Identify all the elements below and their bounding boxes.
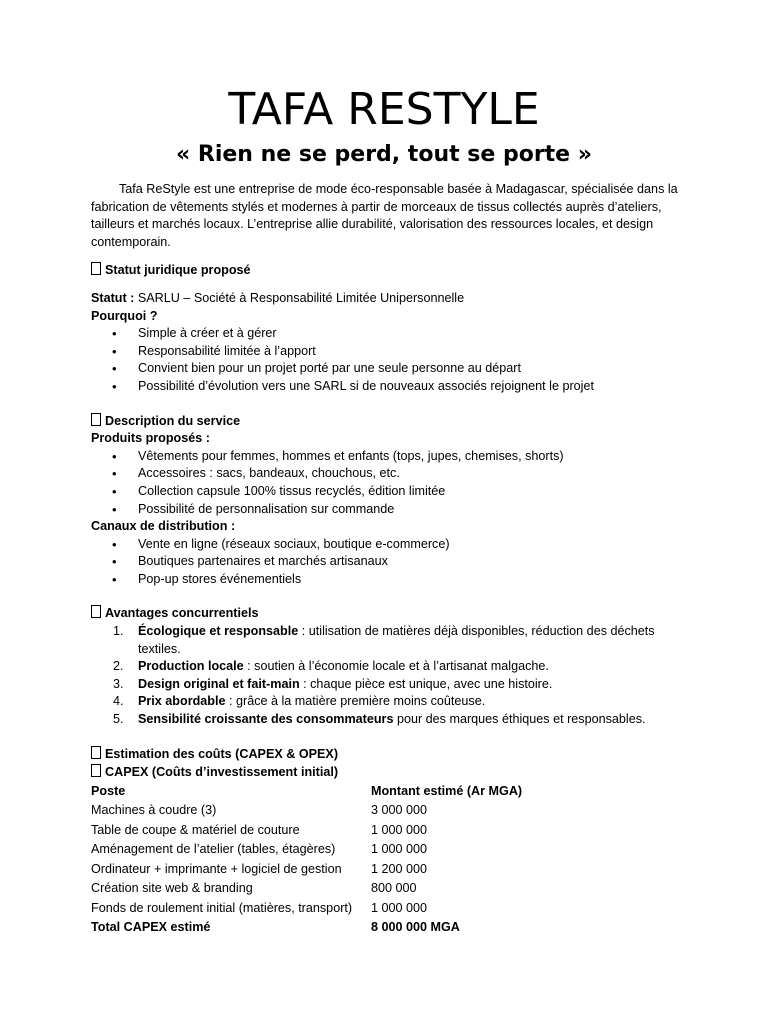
table-row bbox=[91, 879, 522, 899]
table-cell: Aménagement de l’atelier (tables, étagères) bbox=[91, 842, 336, 857]
table-cell: 1 000 000 bbox=[371, 822, 428, 837]
section-heading-costs: Estimation des coûts (CAPEX & OPEX) bbox=[91, 746, 681, 764]
table-row bbox=[91, 860, 522, 880]
list-item: 1. Écologique et responsable : utilisation de matières déjà disponibles, réduction des déchets textiles. bbox=[113, 624, 655, 656]
table-header-cell: Poste bbox=[91, 783, 126, 798]
list-item: • Responsabilité limitée à l’apport bbox=[91, 343, 681, 361]
missing-glyph-icon bbox=[91, 764, 101, 777]
statut-label: Statut : bbox=[91, 290, 135, 305]
list-item: 3. Design original et fait-main : chaque pièce est unique, avec une histoire. bbox=[113, 676, 553, 691]
section-heading-service: Description du service bbox=[91, 413, 681, 431]
list-item: • Possibilité de personnalisation sur commande bbox=[91, 501, 681, 519]
statut-line bbox=[91, 290, 681, 308]
missing-glyph-icon bbox=[91, 262, 101, 275]
list-item: • Boutiques partenaires et marchés artisanaux bbox=[91, 553, 681, 571]
list-item: • Vêtements pour femmes, hommes et enfants (tops, jupes, chemises, shorts) bbox=[91, 448, 681, 466]
capex-heading: CAPEX (Coûts d’investissement initial) bbox=[91, 764, 681, 782]
list-item: • Accessoires : sacs, bandeaux, chouchous, etc. bbox=[91, 465, 681, 483]
list-item: • Possibilité d’évolution vers une SARL si de nouveaux associés rejoignent le projet bbox=[91, 378, 681, 396]
list-item: • Simple à créer et à gérer bbox=[91, 325, 681, 343]
intro-paragraph: Tafa ReStyle est une entreprise de mode éco-responsable basée à Madagascar, spécialisée dans la fabrication de vêtements stylés et modernes à partir de morceaux de tissus collectés auprès d’ateliers, tailleurs et marchés locaux. L’entreprise allie durabilité, valorisation des ressources locales, et design contemporain. bbox=[91, 182, 678, 249]
table-total-cell: 8 000 000 MGA bbox=[371, 920, 460, 935]
section-heading-advantages: Avantages concurrentiels bbox=[91, 605, 681, 623]
table-total-cell: Total CAPEX estimé bbox=[91, 920, 211, 935]
table-cell: 3 000 000 bbox=[371, 803, 428, 818]
table-cell: 800 000 bbox=[371, 881, 417, 896]
products-list bbox=[91, 448, 681, 518]
list-item: • Pop-up stores événementiels bbox=[91, 571, 681, 589]
table-row bbox=[91, 899, 522, 919]
capex-table bbox=[91, 782, 522, 938]
list-item: 5. Sensibilité croissante des consommateurs pour des marques éthiques et responsables. bbox=[113, 712, 646, 727]
products-label: Produits proposés : bbox=[91, 431, 210, 446]
list-item: • Convient bien pour un projet porté par une seule personne au départ bbox=[91, 360, 681, 378]
pourquoi-label: Pourquoi ? bbox=[91, 308, 158, 323]
table-row bbox=[91, 840, 522, 860]
table-header-row bbox=[91, 782, 522, 802]
reasons-list bbox=[91, 325, 681, 395]
table-cell: Création site web & branding bbox=[91, 881, 253, 896]
table-cell: Ordinateur + imprimante + logiciel de gestion bbox=[91, 861, 342, 876]
list-item: • Vente en ligne (réseaux sociaux, boutique e-commerce) bbox=[91, 536, 681, 554]
table-cell: Fonds de roulement initial (matières, transport) bbox=[91, 900, 353, 915]
list-item: 4. Prix abordable : grâce à la matière première moins coûteuse. bbox=[113, 694, 486, 709]
table-row bbox=[91, 821, 522, 841]
list-item: • Collection capsule 100% tissus recyclés, édition limitée bbox=[91, 483, 681, 501]
section-heading-statut: Statut juridique proposé bbox=[91, 262, 681, 280]
statut-value: SARLU – Société à Responsabilité Limitée Unipersonnelle bbox=[134, 290, 465, 305]
list-item: 2. Production locale : soutien à l’économie locale et à l’artisanat malgache. bbox=[113, 659, 549, 674]
table-total-row bbox=[91, 918, 522, 938]
table-header-cell: Montant estimé (Ar MGA) bbox=[371, 783, 523, 798]
table-row bbox=[91, 801, 522, 821]
table-cell: Table de coupe & matériel de couture bbox=[91, 822, 300, 837]
channels-list bbox=[91, 536, 681, 589]
advantages-list bbox=[91, 623, 681, 729]
document-subtitle: « Rien ne se perd, tout se porte » bbox=[176, 142, 592, 167]
table-cell: 1 200 000 bbox=[371, 861, 428, 876]
table-cell: Machines à coudre (3) bbox=[91, 803, 217, 818]
table-cell: 1 000 000 bbox=[371, 842, 428, 857]
channels-label: Canaux de distribution : bbox=[91, 519, 236, 534]
spacer bbox=[91, 280, 681, 290]
missing-glyph-icon bbox=[91, 605, 101, 618]
missing-glyph-icon bbox=[91, 413, 101, 426]
table-cell: 1 000 000 bbox=[371, 900, 428, 915]
document-body bbox=[91, 181, 681, 938]
missing-glyph-icon bbox=[91, 746, 101, 759]
document-title: TAFA RESTYLE bbox=[228, 84, 540, 135]
